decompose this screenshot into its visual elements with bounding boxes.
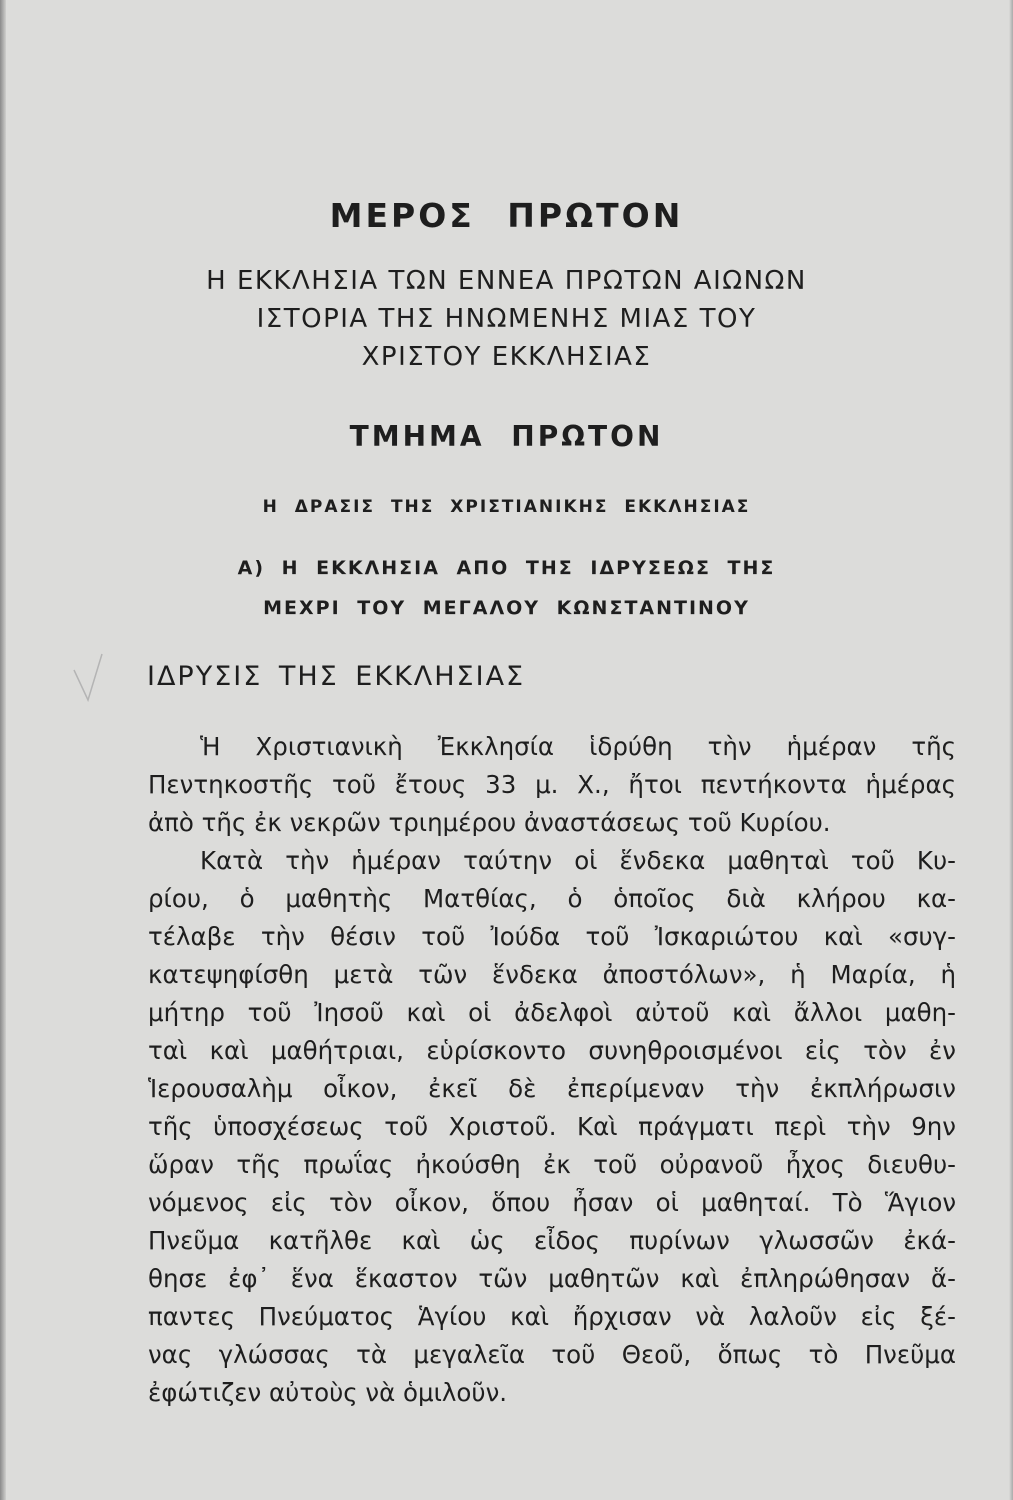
body-line: τῆς ὑποσχέσεως τοῦ Χριστοῦ. Καὶ πράγματι περὶ τὴν 9ην — [148, 1112, 956, 1141]
section-title: ΤΜΗΜΑ ΠΡΩΤΟΝ — [349, 420, 664, 453]
chapter-title-line-1: Α) Η ΕΚΚΛΗΣΙΑ ΑΠΟ ΤΗΣ ΙΔΡΥΣΕΩΣ ΤΗΣ — [237, 557, 776, 579]
body-line: Ἡ Χριστιανικὴ Ἐκκλησία ἱδρύθη τὴν ἡμέραν τῆς — [200, 732, 956, 761]
body-line: τέλαβε τὴν θέσιν τοῦ Ἰούδα τοῦ Ἰσκαριώτου καὶ «συγ- — [148, 922, 956, 951]
pencil-checkmark-icon — [68, 648, 108, 708]
subtitle-line-3: ΧΡΙΣΤΟΥ ΕΚΚΛΗΣΙΑΣ — [361, 342, 652, 372]
body-line: νόμενος εἰς τὸν οἶκον, ὅπου ἦσαν οἱ μαθηταί. Τὸ Ἅγιον — [148, 1188, 956, 1217]
body-line: μήτηρ τοῦ Ἰησοῦ καὶ οἱ ἀδελφοὶ αὐτοῦ καὶ ἄλλοι μαθη- — [148, 998, 956, 1027]
body-line: θησε ἐφ᾽ ἕνα ἕκαστον τῶν μαθητῶν καὶ ἐπληρώθησαν ἅ- — [148, 1264, 956, 1293]
body-line: ρίου, ὁ μαθητὴς Ματθίας, ὁ ὁποῖος διὰ κλήρου κα- — [148, 884, 956, 913]
body-line: Πνεῦμα κατῆλθε καὶ ὡς εἶδος πυρίνων γλωσσῶν ἐκά- — [148, 1226, 956, 1255]
body-line: ὥραν τῆς πρωΐας ἠκούσθη ἐκ τοῦ οὐρανοῦ ἦχος διευθυ- — [148, 1150, 956, 1179]
body-line: Ἱερουσαλὴμ οἶκον, ἐκεῖ δὲ ἐπερίμεναν τὴν ἐκπλήρωσιν — [148, 1074, 956, 1103]
body-line: Κατὰ τὴν ἡμέραν ταύτην οἱ ἕνδεκα μαθηταὶ τοῦ Κυ- — [200, 846, 956, 875]
body-line: ἀπὸ τῆς ἐκ νεκρῶν τριημέρου ἀναστάσεως τοῦ Κυρίου. — [148, 808, 831, 837]
subtitle-line-2: ΙΣΤΟΡΙΑ ΤΗΣ ΗΝΩΜΕΝΗΣ ΜΙΑΣ ΤΟΥ — [256, 304, 757, 334]
action-title: Η ΔΡΑΣΙΣ ΤΗΣ ΧΡΙΣΤΙΑΝΙΚΗΣ ΕΚΚΛΗΣΙΑΣ — [262, 497, 751, 517]
body-line: κατεψηφίσθη μετὰ τῶν ἕνδεκα ἀποστόλων», ἡ Μαρία, ἡ — [148, 960, 956, 989]
body-line: ταὶ καὶ μαθήτριαι, εὑρίσκοντο συνηθροισμένοι εἰς τὸν ἐν — [148, 1036, 956, 1065]
body-line: ἐφώτιζεν αὐτοὺς νὰ ὁμιλοῦν. — [148, 1378, 508, 1407]
body-line: νας γλώσσας τὰ μεγαλεῖα τοῦ Θεοῦ, ὅπως τὸ Πνεῦμα — [148, 1340, 956, 1369]
body-line: παντες Πνεύματος Ἁγίου καὶ ἤρχισαν νὰ λαλοῦν εἰς ξέ- — [148, 1302, 956, 1331]
body-line: Πεντηκοστῆς τοῦ ἔτους 33 μ. Χ., ἤτοι πεντήκοντα ἡμέρας — [148, 770, 956, 799]
part-title: ΜΕΡΟΣ ΠΡΩΤΟΝ — [329, 196, 684, 235]
chapter-heading: ΙΔΡΥΣΙΣ ΤΗΣ ΕΚΚΛΗΣΙΑΣ — [147, 661, 526, 692]
subtitle-line-1: Η ΕΚΚΛΗΣΙΑ ΤΩΝ ΕΝΝΕΑ ΠΡΩΤΩΝ ΑΙΩΝΩΝ — [206, 266, 807, 296]
chapter-title-line-2: ΜΕΧΡΙ ΤΟΥ ΜΕΓΑΛΟΥ ΚΩΝΣΤΑΝΤΙΝΟΥ — [263, 597, 750, 619]
